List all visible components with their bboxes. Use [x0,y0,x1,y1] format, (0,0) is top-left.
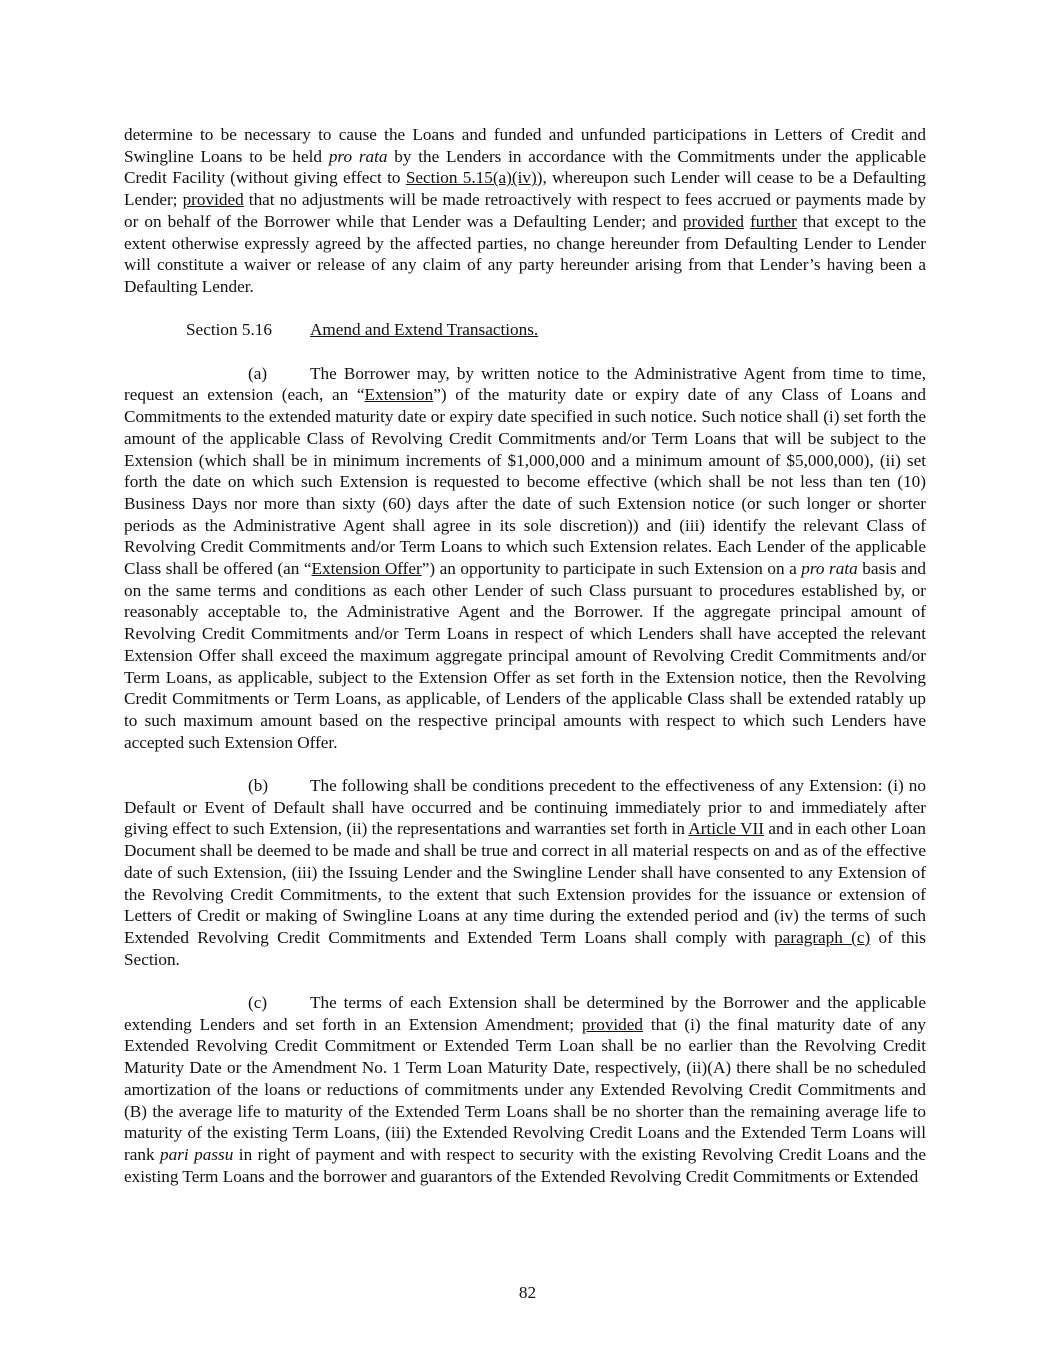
paragraph-label: (c) [248,993,268,1013]
paragraph-b [124,775,926,970]
text-run: that (i) the final maturity date of any Extended Revolving Credit Commitment or Extended Term Loan shall be no earlier than the Revolving Credit Maturity Date or the Amendment No. 1 Term Loan Maturity Date, respectively, (ii)(A) there shall be no scheduled amortization of the loans or reductions of commitments under any Extended Revolving Credit Commitments and (B) the average life to maturity of the Extended Term Loans shall be no shorter than the remaining average life to maturity of the existing Term Loans, (iii) the Extended Revolving Credit Loans and the Extended Term Loans will rank [124,1014,927,1164]
text-run: by the Lenders in accordance with the Commitments under the applicable Credit Facility (without giving effect to [124,146,926,188]
text-run: The following shall be conditions precedent to the effectiveness of any Extension: (i) no Default or Event of Default shall have occurred and be continuing immediately prior to and immediately after giving effect to such Extension, (ii) the representations and warranties set forth in [124,776,926,839]
text-run: The terms of each Extension shall be determined by the Borrower and the applicable extending Lenders and set forth in an Extension Amendment; [124,993,926,1034]
text-run: that except to the extent otherwise expressly agreed by the affected parties, no change hereunder from Defaulting Lender to Lender will constitute a waiver or release of any claim of any party hereunder arising from that Lender’s having been a Defaulting Lender. [124,211,926,296]
italic-pro-rata: pro rata [801,559,858,579]
section-heading [186,319,926,341]
paragraph-label: (b) [248,776,269,796]
underlined-provided: provided [682,211,745,231]
defined-term-extension-offer: Extension Offer [311,559,422,579]
paragraph-a [124,363,926,754]
section-number: Section 5.16 [186,320,272,340]
text-run: basis and on the same terms and conditions as each other Lender of such Class pursuant to procedures established by, or reasonably acceptable to, the Administrative Agent and the Borrower. If the aggregate principal amount of Revolving Credit Commitments and/or Term Loans in respect of which Lenders shall have accepted the relevant Extension Offer shall exceed the maximum aggregate principal amount of Revolving Credit Commitments and/or Term Loans, as applicable, subject to the Extension Offer as set forth in the Extension notice, then the Revolving Credit Commitments or Term Loans, as applicable, of Lenders of the applicable Class shall be extended ratably up to such maximum amount based on the respective principal amounts with respect to which such Lenders have accepted such Extension Offer. [124,559,926,752]
text-run: determine to be necessary to cause the Loans and funded and unfunded participations in Letters of Credit and Swingline Loans to be held [124,125,926,166]
paragraph-c [124,992,926,1187]
article-vii-reference: Article VII [688,819,764,839]
text-run: The Borrower may, by written notice to the Administrative Agent from time to time, request an extension (each, an “ [124,363,926,405]
text-run: that no adjustments will be made retroactively with respect to fees accrued or payments made by or on behalf of the Borrower while that Lender was a Defaulting Lender; and [124,190,926,231]
defined-term-extension: Extension [364,385,434,405]
paragraph-label: (a) [248,363,268,383]
document-page [124,124,926,1209]
text-run: ”) an opportunity to participate in such Extension on a [421,559,802,579]
text-run: ”) of the maturity date or expiry date of any Class of Loans and Commitments to the extended maturity date or expiry date specified in such notice. Such notice shall (i) set forth the amount of the applicable Class of Revolving Credit Commitments and/or Term Loans that will be subject to the Extension (which shall be in minimum increments of $1,000,000 and a minimum amount of $5,000,000), (ii) set forth the date on which such Extension is requested to become effective (which shall be not less than ten (10) Business Days nor more than sixty (60) days after the date of such Extension notice (or such longer or shorter periods as the Administrative Agent shall agree in its sole discretion)) and (iii) identify the relevant Class of Revolving Credit Commitments and/or Term Loans to which such Extension relates. Each Lender of the applicable Class shall be offered (an “ [124,385,926,579]
underlined-provided: provided [182,190,244,210]
italic-pro-rata: pro rata [328,146,388,166]
underlined-further: further [750,211,797,231]
underlined-provided: provided [581,1014,644,1034]
text-run: ), whereupon such Lender will cease to be a Defaulting Lender; [124,168,927,210]
paragraph-c-reference: paragraph (c) [774,927,871,947]
page-number: 82 [518,1283,537,1302]
section-title: Amend and Extend Transactions. [310,320,539,340]
text-run: and in each other Loan Document shall be deemed to be made and shall be true and correct in all material respects on and as of the effective date of such Extension, (iii) the Issuing Lender and the Swingline Lender shall have consented to any Extension of the Revolving Credit Commitments, to the extent that such Extension provides for the issuance or extension of Letters of Credit or making of Swingline Loans at any time during the extended period and (iv) the terms of such Extended Revolving Credit Commitments and Extended Term Loans shall comply with [124,819,926,947]
text-run: of this Section. [124,927,926,969]
paragraph-defaulting-lender-continuation [124,124,926,298]
section-5-15-reference: Section 5.15(a)(iv) [405,168,537,188]
text-run: in right of payment and with respect to security with the existing Revolving Credit Loans and the existing Term Loans and the borrower and guarantors of the Extended Revolving Credit Commitments or Extended [124,1144,927,1186]
italic-pari-passu: pari passu [160,1144,234,1164]
